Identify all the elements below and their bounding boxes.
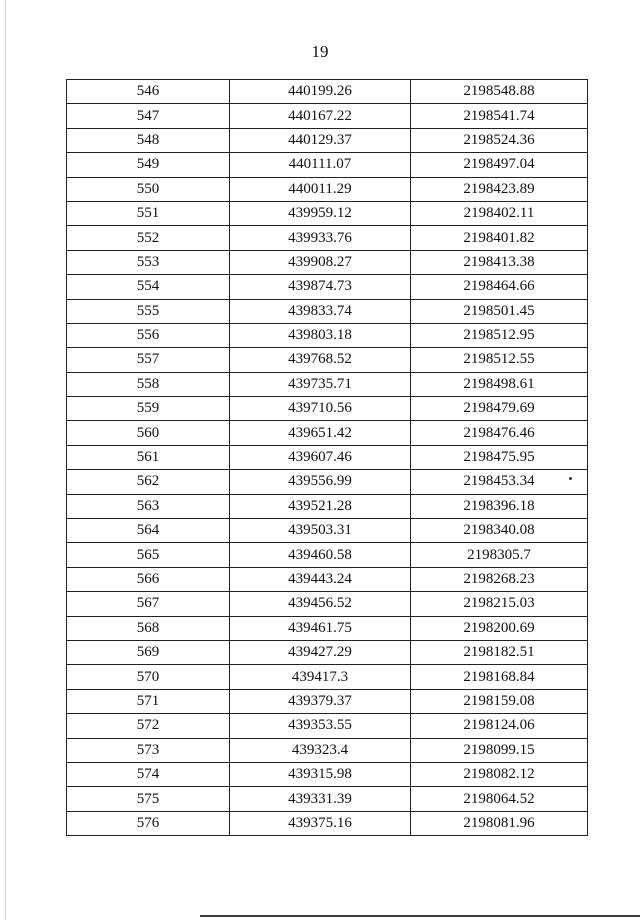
table-row [67,689,588,713]
table-row [67,567,588,591]
table-row [67,762,588,786]
x-coordinate-cell: 439427.29 [230,640,411,664]
x-coordinate-cell: 440129.37 [230,128,411,152]
table-row [67,299,588,323]
table-row [67,250,588,274]
point-number-cell: 570 [67,665,230,689]
point-number-cell: 568 [67,616,230,640]
point-number-cell: 572 [67,714,230,738]
x-coordinate-cell: 439379.37 [230,689,411,713]
table-body [67,80,588,836]
y-coordinate-cell: 2198512.55 [411,348,588,372]
coordinate-table [66,79,588,836]
table-row [67,323,588,347]
y-coordinate-cell: 2198479.69 [411,397,588,421]
point-number-cell: 564 [67,519,230,543]
table-row [67,153,588,177]
y-coordinate-cell: 2198305.7 [411,543,588,567]
table-row [67,592,588,616]
x-coordinate-cell: 439460.58 [230,543,411,567]
table-row [67,665,588,689]
x-coordinate-cell: 439461.75 [230,616,411,640]
x-coordinate-cell: 439874.73 [230,275,411,299]
y-coordinate-cell: 2198497.04 [411,153,588,177]
y-coordinate-cell: 2198124.06 [411,714,588,738]
table-row [67,348,588,372]
x-coordinate-cell: 439315.98 [230,762,411,786]
point-number-cell: 546 [67,80,230,104]
y-coordinate-cell: 2198099.15 [411,738,588,762]
point-number-cell: 565 [67,543,230,567]
table-row [67,177,588,201]
point-number-cell: 559 [67,397,230,421]
point-number-cell: 552 [67,226,230,250]
x-coordinate-cell: 439417.3 [230,665,411,689]
x-coordinate-cell: 439959.12 [230,201,411,225]
x-coordinate-cell: 439735.71 [230,372,411,396]
scan-edge-bottom [200,915,640,917]
x-coordinate-cell: 440011.29 [230,177,411,201]
y-coordinate-cell: 2198498.61 [411,372,588,396]
x-coordinate-cell: 439833.74 [230,299,411,323]
point-number-cell: 550 [67,177,230,201]
y-coordinate-cell: 2198168.84 [411,665,588,689]
x-coordinate-cell: 440167.22 [230,104,411,128]
x-coordinate-cell: 439443.24 [230,567,411,591]
y-coordinate-cell: 2198423.89 [411,177,588,201]
y-coordinate-cell: 2198340.08 [411,519,588,543]
y-coordinate-cell: 2198548.88 [411,80,588,104]
point-number-cell: 557 [67,348,230,372]
y-coordinate-cell: 2198159.08 [411,689,588,713]
table-row [67,811,588,835]
table-row [67,738,588,762]
point-number-cell: 575 [67,787,230,811]
x-coordinate-cell: 439503.31 [230,519,411,543]
point-number-cell: 558 [67,372,230,396]
point-number-cell: 561 [67,445,230,469]
point-number-cell: 555 [67,299,230,323]
point-number-cell: 556 [67,323,230,347]
x-coordinate-cell: 439323.4 [230,738,411,762]
point-number-cell: 563 [67,494,230,518]
table-row [67,470,588,494]
y-coordinate-cell: 2198524.36 [411,128,588,152]
y-coordinate-cell: 2198413.38 [411,250,588,274]
table-row [67,372,588,396]
x-coordinate-cell: 439521.28 [230,494,411,518]
y-coordinate-cell: 2198464.66 [411,275,588,299]
x-coordinate-cell: 440199.26 [230,80,411,104]
y-coordinate-cell: 2198182.51 [411,640,588,664]
x-coordinate-cell: 439651.42 [230,421,411,445]
x-coordinate-cell: 439768.52 [230,348,411,372]
table-row [67,80,588,104]
point-number-cell: 562 [67,470,230,494]
x-coordinate-cell: 439353.55 [230,714,411,738]
x-coordinate-cell: 440111.07 [230,153,411,177]
y-coordinate-cell: 2198541.74 [411,104,588,128]
point-number-cell: 576 [67,811,230,835]
point-number-cell: 549 [67,153,230,177]
y-coordinate-cell: 2198396.18 [411,494,588,518]
point-number-cell: 566 [67,567,230,591]
y-coordinate-cell: 2198082.12 [411,762,588,786]
point-number-cell: 548 [67,128,230,152]
table-row [67,421,588,445]
x-coordinate-cell: 439375.16 [230,811,411,835]
point-number-cell: 560 [67,421,230,445]
x-coordinate-cell: 439933.76 [230,226,411,250]
point-number-cell: 574 [67,762,230,786]
y-coordinate-cell: 2198215.03 [411,592,588,616]
y-coordinate-cell: 2198081.96 [411,811,588,835]
x-coordinate-cell: 439456.52 [230,592,411,616]
table-row [67,445,588,469]
y-coordinate-cell: 2198268.23 [411,567,588,591]
x-coordinate-cell: 439331.39 [230,787,411,811]
point-number-cell: 554 [67,275,230,299]
y-coordinate-cell: 2198064.52 [411,787,588,811]
point-number-cell: 551 [67,201,230,225]
table-row [67,787,588,811]
table-row [67,275,588,299]
point-number-cell: 569 [67,640,230,664]
y-coordinate-cell: 2198512.95 [411,323,588,347]
table-row [67,201,588,225]
table-row [67,616,588,640]
table-row [67,104,588,128]
point-number-cell: 571 [67,689,230,713]
table-row [67,714,588,738]
x-coordinate-cell: 439710.56 [230,397,411,421]
table-row [67,128,588,152]
scan-edge-left [5,0,6,920]
y-coordinate-cell: 2198453.34 [411,470,588,494]
page-number: 19 [311,42,329,61]
table-row [67,519,588,543]
scan-speck [569,477,572,480]
y-coordinate-cell: 2198200.69 [411,616,588,640]
table-row [67,226,588,250]
y-coordinate-cell: 2198475.95 [411,445,588,469]
y-coordinate-cell: 2198402.11 [411,201,588,225]
table-row [67,543,588,567]
y-coordinate-cell: 2198476.46 [411,421,588,445]
point-number-cell: 567 [67,592,230,616]
x-coordinate-cell: 439556.99 [230,470,411,494]
table-row [67,397,588,421]
x-coordinate-cell: 439803.18 [230,323,411,347]
x-coordinate-cell: 439607.46 [230,445,411,469]
point-number-cell: 547 [67,104,230,128]
point-number-cell: 553 [67,250,230,274]
table-row [67,640,588,664]
point-number-cell: 573 [67,738,230,762]
table-row [67,494,588,518]
x-coordinate-cell: 439908.27 [230,250,411,274]
y-coordinate-cell: 2198401.82 [411,226,588,250]
y-coordinate-cell: 2198501.45 [411,299,588,323]
